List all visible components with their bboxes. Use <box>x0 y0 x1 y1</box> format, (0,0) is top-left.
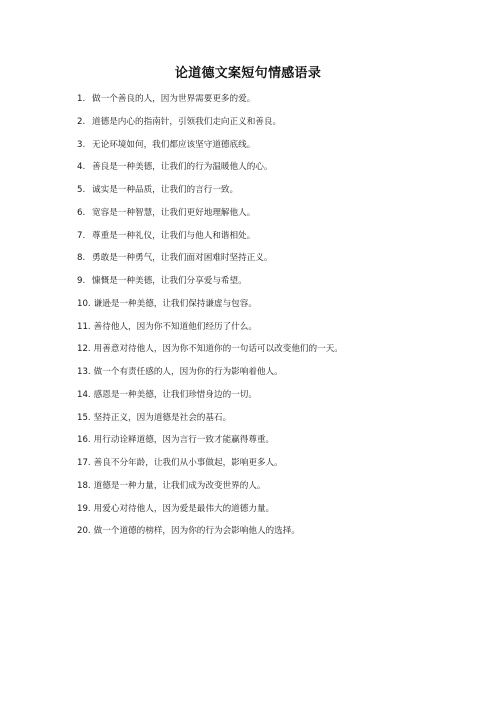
list-item <box>77 366 487 389</box>
list-item <box>77 412 487 435</box>
item-number: 8. <box>77 253 86 264</box>
list-item <box>77 343 487 366</box>
item-number: 1. <box>77 94 86 104</box>
item-text: 道德是一种力量，让我们成为改变世界的人。 <box>93 480 266 491</box>
list-item <box>77 184 487 207</box>
item-text: 用行动诠释道德，因为言行一致才能赢得尊重。 <box>93 435 275 446</box>
list-item <box>77 389 487 412</box>
item-number: 18. <box>77 480 91 491</box>
item-number: 13. <box>77 367 91 377</box>
item-number: 6. <box>77 207 86 218</box>
list-item <box>77 525 487 548</box>
item-number: 3. <box>77 139 86 150</box>
item-text: 宽容是一种智慧，让我们更好地理解他人。 <box>92 207 256 218</box>
list-item <box>77 116 487 139</box>
item-text: 慷慨是一种美德，让我们分享爱与希望。 <box>92 276 247 286</box>
list-item <box>77 457 487 480</box>
item-text: 坚持正义，因为道德是社会的基石。 <box>93 412 232 423</box>
item-text: 善待他人，因为你不知道他们经历了什么。 <box>93 321 257 332</box>
list-item <box>77 275 487 298</box>
item-number: 5. <box>77 185 86 195</box>
list-item <box>77 207 487 230</box>
quote-list <box>77 93 487 548</box>
item-number: 9. <box>77 276 86 286</box>
list-item <box>77 161 487 184</box>
list-item <box>77 93 487 116</box>
item-number: 15. <box>77 412 91 423</box>
list-item <box>77 503 487 526</box>
item-text: 道德是内心的指南针，引领我们走向正义和善良。 <box>92 116 282 127</box>
item-number: 10. <box>77 298 91 309</box>
item-text: 勇敢是一种勇气，让我们面对困难时坚持正义。 <box>92 253 273 264</box>
list-item <box>77 480 487 503</box>
item-text: 善良不分年龄，让我们从小事做起，影响更多人。 <box>93 458 283 468</box>
item-text: 尊重是一种礼仪，让我们与他人和谐相处。 <box>92 230 256 241</box>
list-item <box>77 139 487 162</box>
item-number: 7. <box>77 230 86 241</box>
item-number: 2. <box>77 116 86 127</box>
item-number: 14. <box>77 389 91 400</box>
item-text: 做一个有责任感的人，因为你的行为影响着他人。 <box>93 367 283 377</box>
item-number: 4. <box>77 162 86 173</box>
list-item <box>77 434 487 457</box>
item-text: 感恩是一种美德，让我们珍惜身边的一切。 <box>93 389 257 400</box>
list-item <box>77 321 487 344</box>
item-text: 做一个善良的人，因为世界需要更多的爱。 <box>92 94 256 104</box>
item-text: 做一个道德的榜样，因为你的行为会影响他人的选择。 <box>93 526 300 537</box>
item-text: 谦逊是一种美德，让我们保持谦虚与包容。 <box>93 298 257 309</box>
item-number: 17. <box>77 458 91 468</box>
list-item <box>77 252 487 275</box>
item-number: 12. <box>77 344 91 355</box>
item-number: 16. <box>77 435 91 446</box>
item-text: 善良是一种美德，让我们的行为温暖他人的心。 <box>92 162 273 173</box>
list-item <box>77 298 487 321</box>
item-number: 20. <box>77 526 91 537</box>
item-number: 11. <box>77 321 91 332</box>
list-item <box>77 230 487 253</box>
item-text: 用善意对待他人，因为你不知道你的一句话可以改变他们的一天。 <box>93 344 343 355</box>
item-text: 诚实是一种品质，让我们的言行一致。 <box>92 185 239 195</box>
page-title: 论道德文案短句情感语录 <box>174 66 322 81</box>
item-text: 无论环境如何，我们都应该坚守道德底线。 <box>92 139 256 150</box>
item-text: 用爱心对待他人，因为爱是最伟大的道德力量。 <box>93 503 275 514</box>
item-number: 19. <box>77 503 91 514</box>
